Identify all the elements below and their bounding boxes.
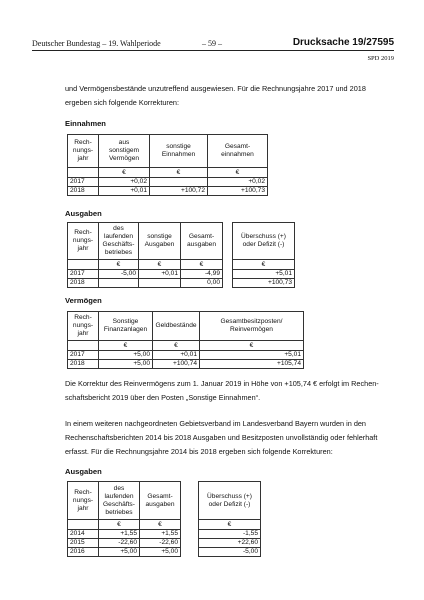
text-line: schaftsbericht 2019 über den Posten „Sonstige Einnahmen“. <box>65 393 261 402</box>
currency-row <box>199 520 261 530</box>
table-row <box>68 351 304 360</box>
table-row <box>68 360 304 369</box>
table-cell: +1,55 <box>99 530 140 539</box>
ausgaben2-saldo-table <box>198 481 261 557</box>
table-cell: +0,01 <box>153 351 200 360</box>
table-cell: -5,00 <box>199 548 261 557</box>
currency-row <box>68 168 268 178</box>
document-number: Drucksache 19/27595 <box>292 37 394 48</box>
table-row <box>68 539 181 548</box>
currency-row <box>68 260 223 270</box>
currency-cell: € <box>99 520 140 530</box>
currency-row <box>68 520 181 530</box>
table-cell: +0,01 <box>139 270 181 279</box>
table-cell: +5,01 <box>200 351 304 360</box>
table-cell <box>139 279 181 288</box>
table-cell: -22,60 <box>140 539 181 548</box>
table-cell: 0,00 <box>181 279 223 288</box>
currency-cell: € <box>139 260 181 270</box>
text-line: und Vermögensbestände unzutreffend ausgewiesen. Für die Rechnungsjahre 2017 und 2018 <box>65 84 366 93</box>
header-party-year: SPD 2019 <box>367 55 394 62</box>
table-cell: -22,60 <box>99 539 140 548</box>
currency-cell: € <box>150 168 208 178</box>
currency-cell: € <box>99 260 139 270</box>
table-header-row <box>68 312 304 341</box>
table-row <box>233 279 295 288</box>
year-cell: 2015 <box>68 539 99 548</box>
table-row <box>199 530 261 539</box>
text-line: ergeben sich folgende Korrekturen: <box>65 98 179 107</box>
table-cell <box>68 168 99 178</box>
vermoegen-heading: Vermögen <box>65 296 102 305</box>
table-cell: +1,55 <box>140 530 181 539</box>
table-cell: +0,02 <box>99 178 150 187</box>
table-cell <box>68 260 99 270</box>
table-cell: -1,55 <box>199 530 261 539</box>
header-publication: Deutscher Bundestag – 19. Wahlperiode <box>32 39 161 48</box>
col-header-gesamteinnahmen: Gesamt- einnahmen <box>208 135 268 168</box>
table-cell: +105,74 <box>200 360 304 369</box>
table-header-row <box>199 482 261 520</box>
text-line: Die Korrektur des Reinvermögens zum 1. Januar 2019 in Höhe von +105,74 € erfolgt im Rechen- <box>65 379 379 388</box>
table-cell: +100,74 <box>153 360 200 369</box>
table-row <box>199 539 261 548</box>
col-header-ueberschuss-defizit: Überschuss (+) oder Defizit (-) <box>199 482 261 520</box>
currency-cell: € <box>153 341 200 351</box>
col-header-sonstige-einnahmen: sonstige Einnahmen <box>150 135 208 168</box>
currency-cell: € <box>208 168 268 178</box>
table-cell: +100,73 <box>208 187 268 196</box>
table-row <box>68 548 181 557</box>
col-header-gesamtausgaben: Gesamt- ausgaben <box>140 482 181 520</box>
currency-cell: € <box>199 520 261 530</box>
ausgaben2-heading: Ausgaben <box>65 467 102 476</box>
table-row <box>68 279 223 288</box>
col-header-year: Rech- nungs- jahr <box>68 482 99 520</box>
table-cell: +5,00 <box>99 351 153 360</box>
table-row <box>199 548 261 557</box>
currency-row <box>68 341 304 351</box>
table-row <box>68 530 181 539</box>
table-row <box>68 270 223 279</box>
year-cell: 2017 <box>68 178 99 187</box>
table-cell <box>150 178 208 187</box>
ausgaben-heading: Ausgaben <box>65 209 102 218</box>
vermoegen-table <box>67 311 304 369</box>
page-header <box>32 38 394 50</box>
text-line: Rechenschaftsberichten 2014 bis 2018 Ausgaben und Besitzposten unvollständig oder fehlerhaft <box>65 433 378 442</box>
table-row <box>68 187 268 196</box>
year-cell: 2018 <box>68 360 99 369</box>
col-header-gesamtausgaben: Gesamt- ausgaben <box>181 223 223 260</box>
col-header-year: Rech- nungs- jahr <box>68 223 99 260</box>
gebietsverband-paragraph <box>65 417 387 459</box>
year-cell: 2017 <box>68 351 99 360</box>
col-header-geschaeftsbetrieb: des laufenden Geschäfts- betriebes <box>99 223 139 260</box>
currency-cell: € <box>140 520 181 530</box>
ausgaben2-table <box>67 481 181 557</box>
year-cell: 2018 <box>68 187 99 196</box>
table-cell: +0,02 <box>208 178 268 187</box>
year-cell: 2016 <box>68 548 99 557</box>
ausgaben-table <box>67 222 223 288</box>
year-cell: 2017 <box>68 270 99 279</box>
table-row <box>233 270 295 279</box>
table-header-row <box>233 223 295 260</box>
currency-cell: € <box>200 341 304 351</box>
col-header-sonstige-ausgaben: sonstige Ausgaben <box>139 223 181 260</box>
col-header-year: Rech- nungs- jahr <box>68 312 99 341</box>
table-cell: +22,60 <box>199 539 261 548</box>
table-header-row <box>68 482 181 520</box>
table-cell: +0,01 <box>99 187 150 196</box>
ausgaben-saldo-table <box>232 222 295 288</box>
currency-cell: € <box>181 260 223 270</box>
table-cell <box>68 341 99 351</box>
year-cell: 2014 <box>68 530 99 539</box>
table-cell: +100,72 <box>150 187 208 196</box>
table-header-row <box>68 135 268 168</box>
table-cell: -4,99 <box>181 270 223 279</box>
table-cell <box>99 279 139 288</box>
table-row <box>68 178 268 187</box>
table-cell: +5,01 <box>233 270 295 279</box>
table-cell: +5,00 <box>99 548 140 557</box>
table-cell: -5,00 <box>99 270 139 279</box>
col-header-sonstige-finanzanlagen: Sonstige Finanzanlagen <box>99 312 153 341</box>
table-cell: +5,00 <box>140 548 181 557</box>
intro-paragraph <box>65 82 387 110</box>
currency-cell: € <box>99 168 150 178</box>
col-header-ueberschuss-defizit: Überschuss (+) oder Defizit (-) <box>233 223 295 260</box>
table-cell <box>68 520 99 530</box>
korrektur-paragraph <box>65 377 387 405</box>
text-line: In einem weiteren nachgeordneten Gebietsverband im Landesverband Bayern wurden in den <box>65 419 366 428</box>
col-header-geldbestaende: Geldbestände <box>153 312 200 341</box>
page-number: – 59 – <box>202 39 222 48</box>
table-cell: +5,00 <box>99 360 153 369</box>
einnahmen-heading: Einnahmen <box>65 119 106 128</box>
currency-cell: € <box>99 341 153 351</box>
year-cell: 2018 <box>68 279 99 288</box>
currency-cell: € <box>233 260 295 270</box>
table-header-row <box>68 223 223 260</box>
col-header-sonstiges-vermoegen: aus sonstigem Vermögen <box>99 135 150 168</box>
einnahmen-table <box>67 134 268 196</box>
col-header-gesamtbesitzposten: Gesamtbesitzposten/ Reinvermögen <box>200 312 304 341</box>
header-rule <box>32 50 394 51</box>
text-line: erfasst. Für die Rechnungsjahre 2014 bis 2018 ergeben sich folgende Korrekturen: <box>65 447 333 456</box>
table-cell: +100,73 <box>233 279 295 288</box>
col-header-year: Rech- nungs- jahr <box>68 135 99 168</box>
col-header-geschaeftsbetrieb: des laufenden Geschäfts- betriebes <box>99 482 140 520</box>
currency-row <box>233 260 295 270</box>
